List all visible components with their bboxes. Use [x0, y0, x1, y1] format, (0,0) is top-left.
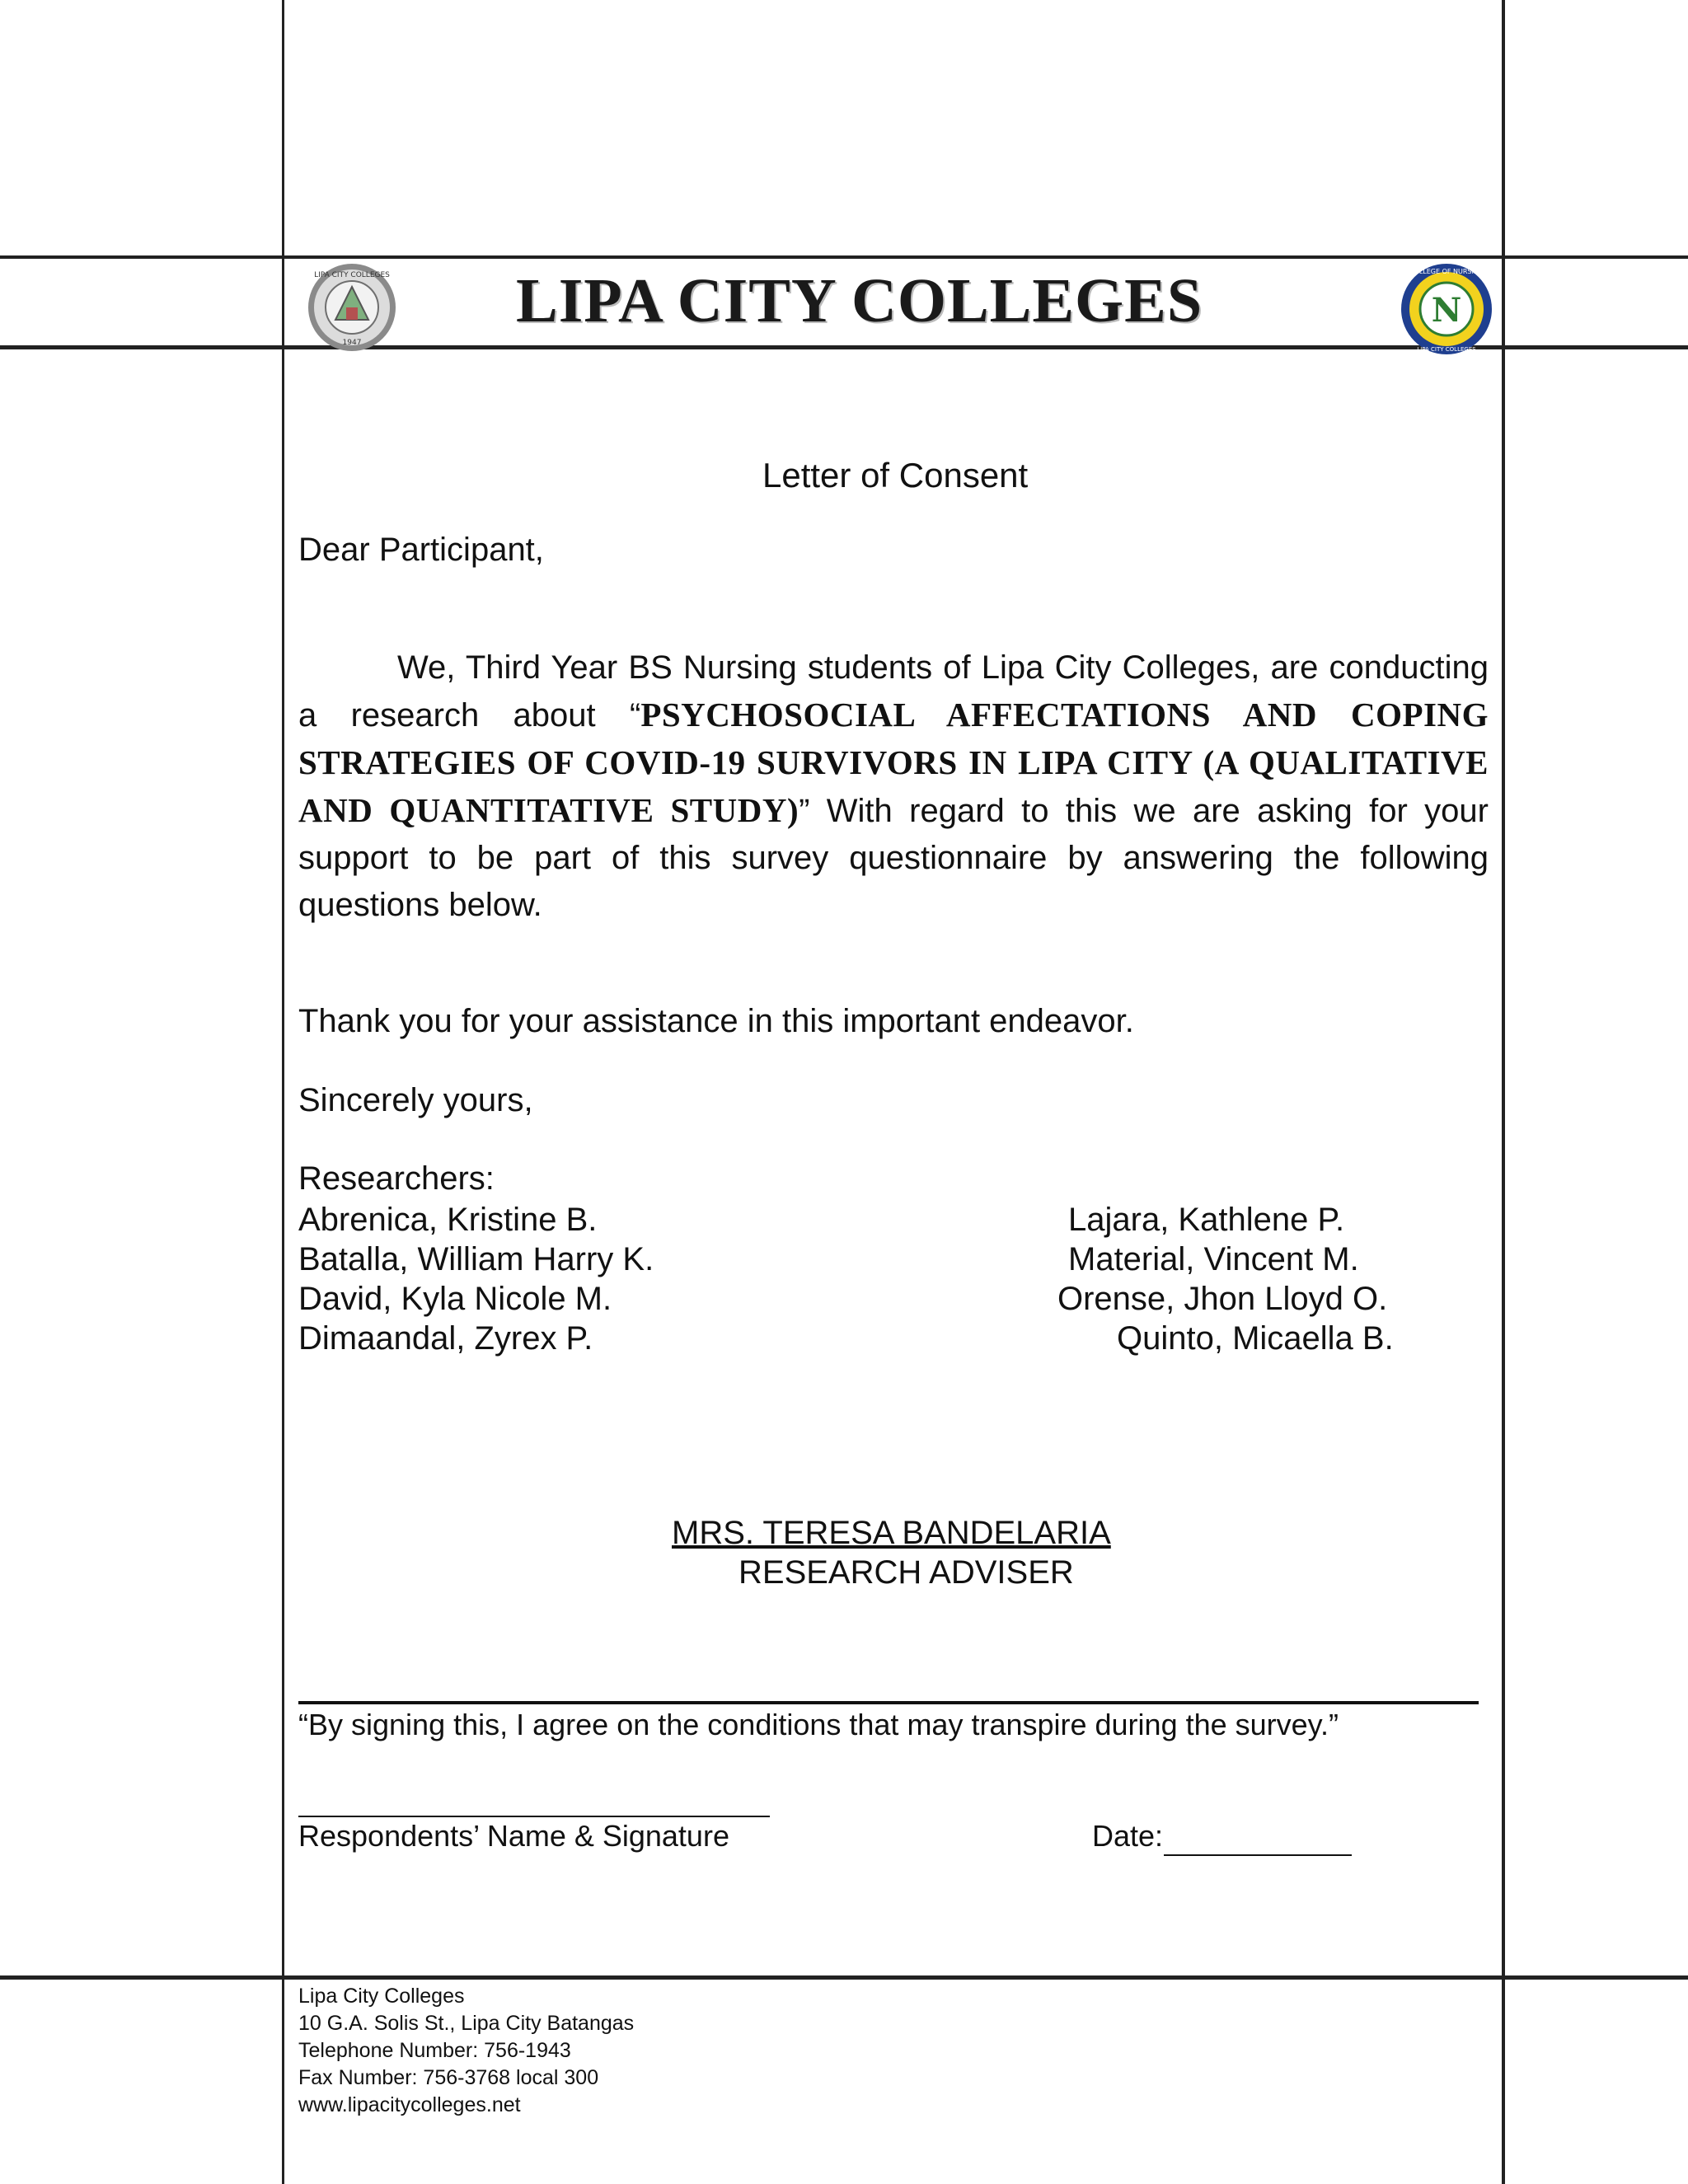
footer-name: Lipa City Colleges: [298, 1985, 465, 2008]
footer-telephone: Telephone Number: 756-1943: [298, 2039, 571, 2062]
thanks-line: Thank you for your assistance in this important endeavor.: [298, 1003, 1134, 1039]
adviser-title: RESEARCH ADVISER: [738, 1554, 1074, 1591]
svg-text:N: N: [1431, 291, 1462, 330]
researcher-name: Abrenica, Kristine B.: [298, 1202, 598, 1238]
researcher-name: Lajara, Kathlene P.: [1068, 1202, 1345, 1238]
svg-text:1947: 1947: [342, 339, 362, 347]
researcher-name: Quinto, Micaella B.: [1117, 1320, 1394, 1357]
researcher-name: Dimaandal, Zyrex P.: [298, 1320, 593, 1357]
svg-text:LIPA CITY COLLEGES: LIPA CITY COLLEGES: [1417, 346, 1476, 353]
signature-line: [298, 1701, 1479, 1704]
footer-website[interactable]: www.lipacitycolleges.net: [298, 2093, 521, 2116]
date-label: Date:: [1092, 1819, 1164, 1853]
body-rest: ” With regard to this we are asking for your support to be part of this survey questionnaire by answering the following questions below.: [298, 793, 1489, 923]
college-seal-logo: [307, 262, 397, 353]
footer-contact: [298, 1983, 634, 2119]
agreement-statement: “By signing this, I agree on the conditions that may transpire during the survey.”: [298, 1708, 1339, 1741]
date-blank-line: [1164, 1854, 1352, 1856]
respondent-label: Respondents’ Name & Signature: [298, 1819, 729, 1853]
greeting: Dear Participant,: [298, 532, 544, 568]
respondent-signature-line: [298, 1816, 770, 1817]
footer-fax: Fax Number: 756-3768 local 300: [298, 2066, 599, 2089]
letter-title: Letter of Consent: [762, 456, 1029, 494]
letter-body: [298, 644, 1489, 929]
adviser-name: MRS. TERESA BANDELARIA: [672, 1515, 1111, 1551]
institution-title: LIPA CITY COLLEGES: [516, 266, 1203, 335]
closing: Sincerely yours,: [298, 1082, 533, 1118]
study-title: PSYCHOSOCIAL AFFECTATIONS AND COPING STRATEGIES OF COVID-19 SURVIVORS IN LIPA CITY (A QUALITATIVE AND QUANTITATIVE STUDY): [298, 696, 1489, 829]
footer-top-rule: [0, 1975, 1688, 1980]
researcher-name: Material, Vincent M.: [1068, 1241, 1359, 1277]
header-top-rule: [0, 255, 1688, 259]
right-margin-rule: [1502, 0, 1505, 2184]
body-intro: We, Third Year BS Nursing students of Lipa City Colleges, are conducting a research about “: [298, 649, 1489, 733]
svg-text:LIPA CITY COLLEGES: LIPA CITY COLLEGES: [314, 271, 390, 279]
researcher-name: David, Kyla Nicole M.: [298, 1281, 612, 1317]
researcher-name: Orense, Jhon Lloyd O.: [1057, 1281, 1388, 1317]
researcher-name: Batalla, William Harry K.: [298, 1241, 654, 1277]
researchers-right-column: [1055, 1200, 1394, 1358]
researchers-label: Researchers:: [298, 1160, 495, 1197]
svg-text:COLLEGE OF NURSING: COLLEGE OF NURSING: [1409, 268, 1484, 275]
researchers-left-column: [298, 1200, 654, 1358]
left-margin-rule: [282, 0, 284, 2184]
college-of-nursing-logo: [1400, 262, 1493, 356]
footer-address: 10 G.A. Solis St., Lipa City Batangas: [298, 2012, 635, 2035]
